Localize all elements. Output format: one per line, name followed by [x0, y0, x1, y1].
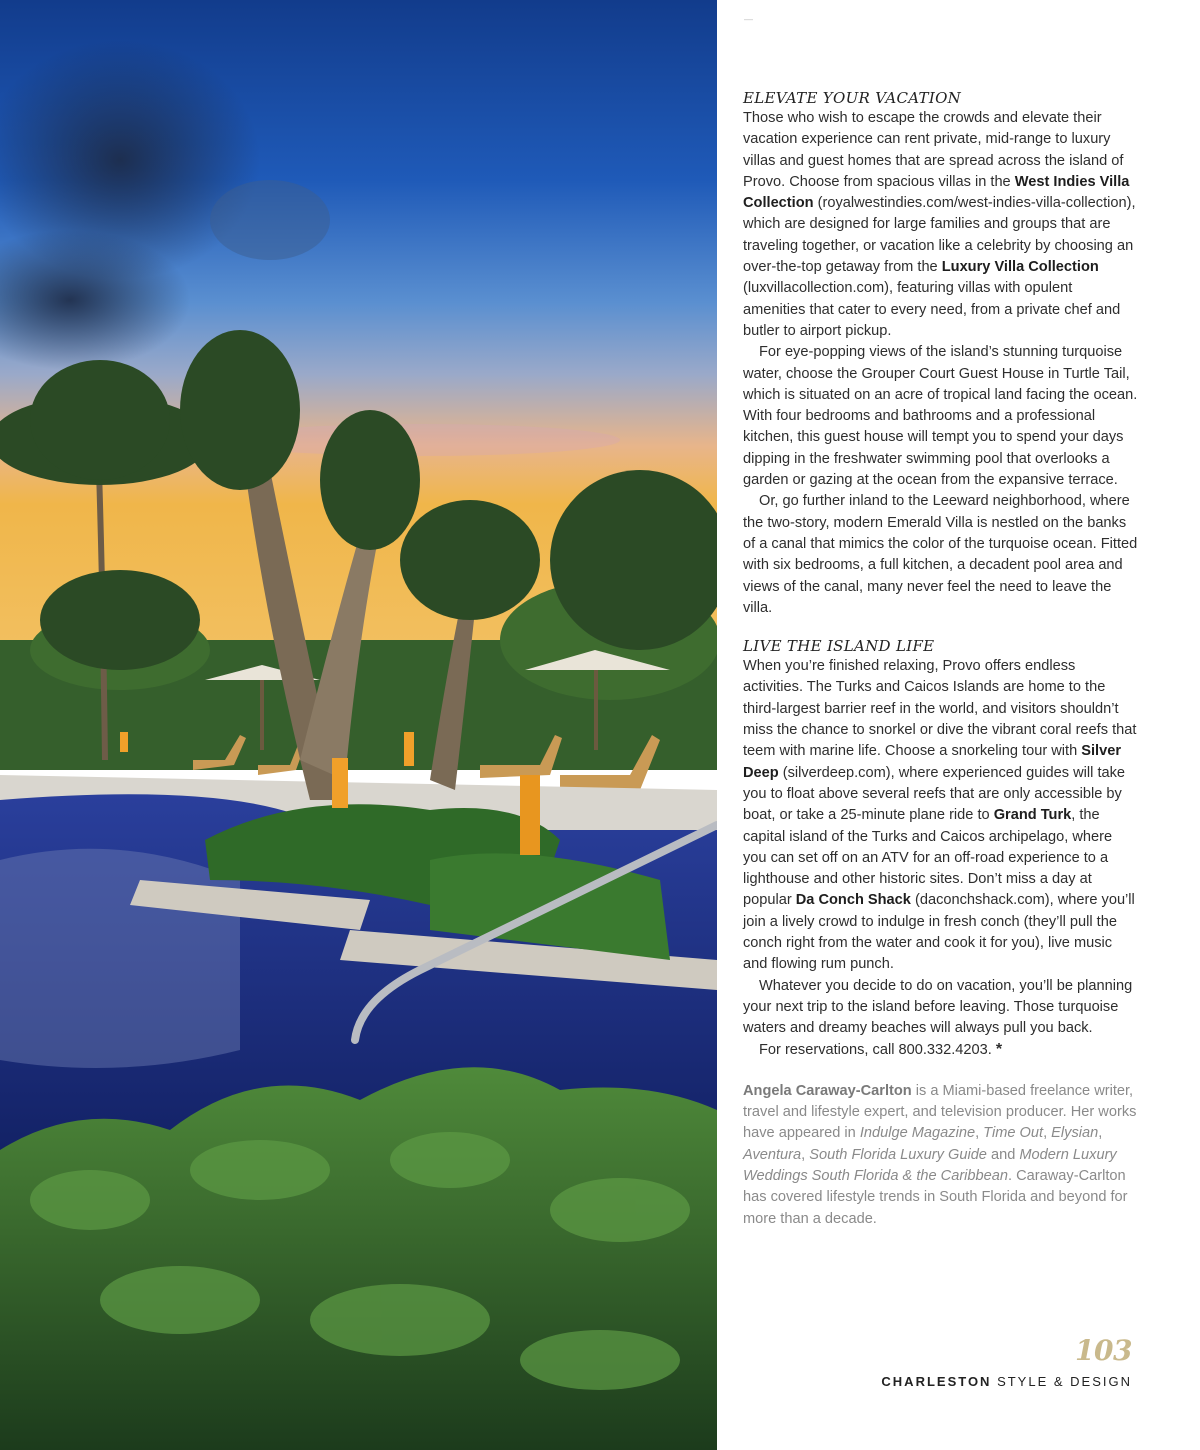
corner-mark: — — [744, 14, 753, 24]
place-name: Grand Turk — [993, 807, 1072, 824]
cloud — [210, 180, 330, 260]
page-number: 103 — [1075, 1334, 1132, 1367]
villa-name: Luxury Villa Collection — [941, 259, 1099, 276]
masthead-brand: CHARLESTON — [881, 1374, 992, 1389]
section-heading: ELEVATE YOUR VACATION — [743, 89, 962, 107]
paragraph: Whatever you decide to do on vacation, you’ll be planning your next trip to the island before leaving. Those turquoise waters and dreamy beaches will always pull you back. — [743, 977, 1133, 1037]
author-bio: Angela Caraway-Carlton is a Miami-based freelance writer, travel and lifestyle expert, and television producer. Her works have appeared in Indulge Magazine, Time Out, Elysian, Aventura, South Florida Luxury Guide and Modern Luxury Weddings South Florida & the Caribbean. Caraway-Carlton has covered lifestyle trends in South Florida and beyond for more than a decade. — [743, 1082, 1137, 1227]
author-name: Angela Caraway-Carlton — [743, 1082, 912, 1099]
business-name: Da Conch Shack — [795, 892, 911, 909]
pool-reflection — [0, 849, 240, 1068]
masthead — [881, 1374, 1132, 1389]
business-name: Silver Deep — [743, 743, 1122, 781]
paragraph: When you’re finished relaxing, Provo offers endless activities. The Turks and Caicos Islands are home to the third-largest barrier reef in the world, and visitors shouldn’t miss the chance to snorkel or dive the vibrant coral reefs that teem with marine life. Choose a snorkeling tour with Silver Deep (silverdeep.com), where experienced guides will take you to float above several reefs that are only accessible by boat, or take a 25-minute plane ride to Grand Turk, the capital island of the Turks and Caicos archipelago, where you can set off on an ATV for an off-road experience to a lighthouse and other historic sites. Don’t miss a day at popular Da Conch Shack (daconchshack.com), where you’ll join a lively crowd to indulge in fresh conch (they’ll pull the conch right from the water and cook it for you), live music and flowing rum punch. — [743, 658, 1137, 973]
paragraph: Those who wish to escape the crowds and elevate their vacation experience can rent private, mid-range to luxury villas and guest homes that are spread across the island of Provo. Choose from spacious villas in the West Indies Villa Collection (royalwestindies.com/west-indies-villa-collection), which are designed for large families and groups that are traveling together, or vacation like a celebrity by choosing an over-the-top getaway from the Luxury Villa Collection (luxvillacollection.com), featuring villas with opulent amenities that cater to every need, from a private chef and butler to airport pickup. — [743, 110, 1136, 339]
paragraph: Or, go further inland to the Leeward neighborhood, where the two-story, modern Emerald Villa is nestled on the banks of a canal that mimics the color of the turquoise ocean. Fitted with six bedrooms, a full kitchen, a decadent pool area and views of the canal, many never feel the need to leave the villa. — [743, 493, 1138, 616]
foreground-shrubs — [0, 1067, 717, 1450]
section-heading: LIVE THE ISLAND LIFE — [743, 637, 935, 656]
paragraph: For eye-popping views of the island’s stunning turquoise water, choose the Grouper Court Guest House in Turtle Tail, which is situated on an acre of tropical land facing the ocean. With four bedrooms and bathrooms and a professional kitchen, this guest house will tempt you to spend your days dipping in the freshwater swimming pool that overlooks a garden or gazing at the ocean from the expansive terrace. — [743, 344, 1138, 489]
villa-name: West Indies Villa Collection — [743, 173, 1130, 212]
paragraph: For reservations, call 800.332.4203. * — [759, 1041, 1003, 1059]
end-mark: * — [995, 1041, 1003, 1059]
article-column — [743, 86, 1138, 1230]
masthead-tagline: STYLE & DESIGN — [991, 1374, 1132, 1389]
